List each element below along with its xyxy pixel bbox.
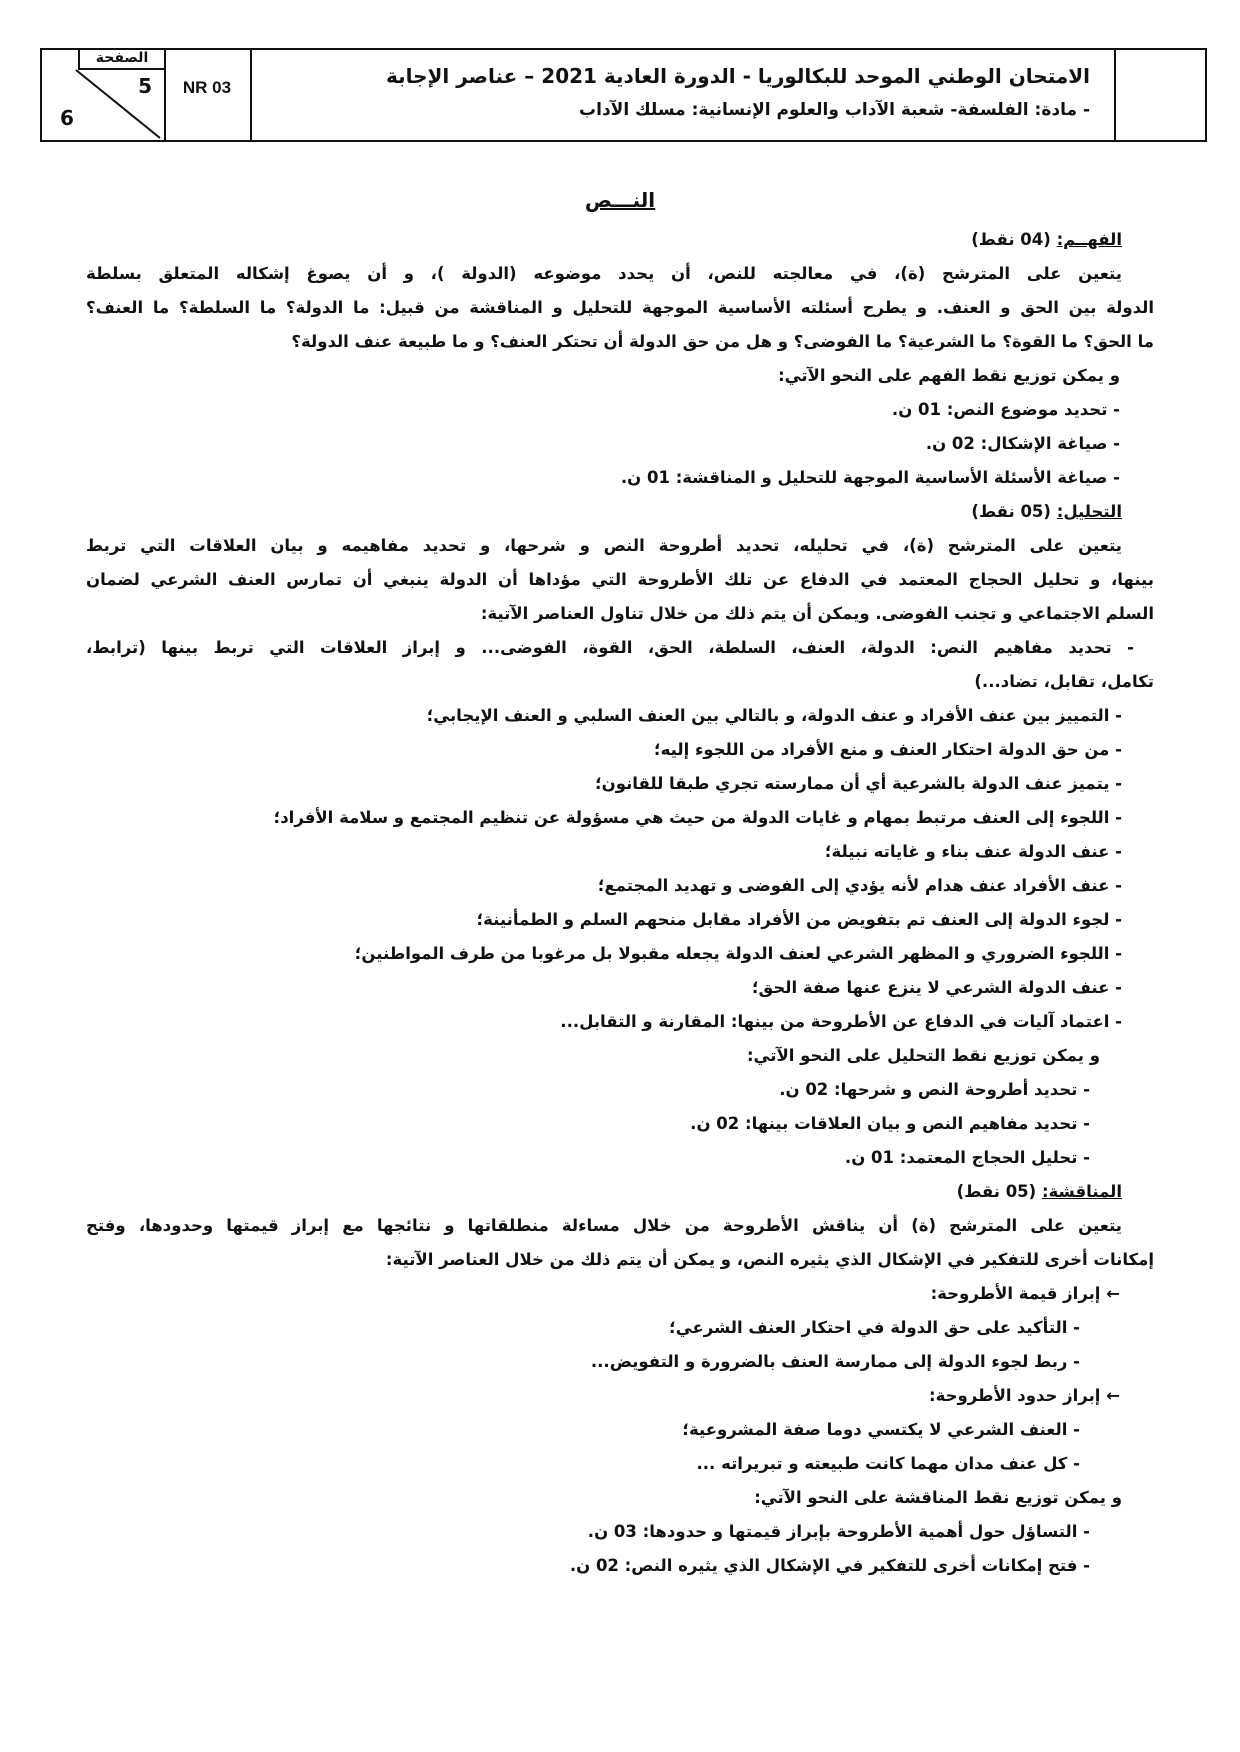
discussion-heading — [957, 1181, 1122, 1203]
discussion-dist-item: - فتح إمكانات أخرى للتفكير في الإشكال الذي يثيره النص: 02 ن. — [569, 1556, 1090, 1575]
understanding-dist-intro: و يمكن توزيع نقط الفهم على النحو الآتي: — [778, 366, 1120, 385]
discussion-points: (05 نقط) — [956, 1182, 1037, 1201]
analysis-bullet: - اعتماد آليات في الدفاع عن الأطروحة من بينها: المقارنة و التقابل... — [560, 1012, 1122, 1031]
analysis-bullet: - عنف الدولة عنف بناء و غاياته نبيلة؛ — [824, 842, 1122, 861]
analysis-bullet: - عنف الأفراد عنف هدام لأنه يؤدي إلى الفوضى و تهديد المجتمع؛ — [597, 876, 1122, 895]
analysis-line-4: - تحديد مفاهيم النص: الدولة، العنف، السلطة، الحق، القوة، الفوضى... و إبراز العلاقات التي تربط بينها (ترابط، — [86, 638, 1134, 657]
understanding-line-2: الدولة بين الحق و العنف. و يطرح أسئلته الأساسية الموجهة للتحليل و المناقشة من قبيل: ما الدولة؟ ما السلطة؟ ما العنف؟ — [86, 298, 1154, 317]
analysis-dist-item: - تحليل الحجاج المعتمد: 01 ن. — [844, 1148, 1090, 1167]
analysis-line-3: السلم الاجتماعي و تجنب الفوضى. ويمكن أن يتم ذلك من خلال تناول العناصر الآتية: — [480, 604, 1154, 623]
limits-item: - كل عنف مدان مهما كانت طبيعته و تبريراته ... — [696, 1454, 1080, 1473]
section-title: النـــص — [584, 188, 656, 212]
discussion-dist-item: - التساؤل حول أهمية الأطروحة بإبراز قيمتها و حدودها: 03 ن. — [587, 1522, 1090, 1541]
analysis-line-2: بينها، و تحليل الحجاج المعتمد في الدفاع عن تلك الأطروحة التي مؤداها أن الدولة ينبغي أن تمارس العنف الشرعي لضمان — [86, 570, 1154, 589]
discussion-line-1: يتعين على المترشح (ة) أن يناقش الأطروحة من خلال مساءلة منطلقاتها و نتائجها مع إبراز قيمتها وحدودها، وفتح — [86, 1216, 1122, 1235]
exam-title-cell — [250, 50, 1116, 140]
analysis-bullet: - يتميز عنف الدولة بالشرعية أي أن ممارسته تجري طبقا للقانون؛ — [595, 774, 1122, 793]
exam-title: الامتحان الوطني الموحد للبكالوريا - الدورة العادية 2021 – عناصر الإجابة — [385, 64, 1090, 88]
exam-header — [40, 48, 1207, 142]
exam-subject: - مادة: الفلسفة- شعبة الآداب والعلوم الإنسانية: مسلك الآداب — [579, 100, 1090, 120]
analysis-bullet: - من حق الدولة احتكار العنف و منع الأفراد من اللجوء إليه؛ — [654, 740, 1122, 759]
understanding-line-1: يتعين على المترشح (ة)، في معالجته للنص، أن يحدد موضوعه (الدولة )، و أن يصوغ إشكاله المتعلق بسلطة — [86, 264, 1122, 283]
page-number-cell — [42, 50, 166, 140]
analysis-line-1: يتعين على المترشح (ة)، في تحليله، تحديد أطروحة النص و شرحها، و تحديد مفاهيمه و بيان العلاقات التي تربط — [86, 536, 1122, 555]
discussion-heading-label: المناقشة: — [1041, 1182, 1122, 1201]
discussion-line-2: إمكانات أخرى للتفكير في الإشكال الذي يثيره النص، و يمكن أن يتم ذلك من خلال العناصر الآتية: — [385, 1250, 1154, 1269]
understanding-dist-item: - صياغة الإشكال: 02 ن. — [925, 434, 1120, 453]
understanding-dist-item: - تحديد موضوع النص: 01 ن. — [891, 400, 1120, 419]
value-heading: ← إبراز قيمة الأطروحة: — [930, 1284, 1120, 1303]
limits-heading: ← إبراز حدود الأطروحة: — [929, 1386, 1120, 1405]
value-item: - التأكيد على حق الدولة في احتكار العنف الشرعي؛ — [669, 1318, 1080, 1337]
limits-item: - العنف الشرعي لا يكتسي دوما صفة المشروعية؛ — [682, 1420, 1080, 1439]
analysis-heading — [971, 501, 1122, 523]
analysis-heading-label: التحليل: — [1056, 502, 1122, 521]
value-item: - ربط لجوء الدولة إلى ممارسة العنف بالضرورة و التفويض... — [590, 1352, 1080, 1371]
page-total: 6 — [60, 106, 74, 130]
page-label: الصفحة — [78, 50, 164, 70]
understanding-line-3: ما الحق؟ ما القوة؟ ما الشرعية؟ ما الفوضى؟ و هل من حق الدولة أن تحتكر العنف؟ و ما طبيعة عنف الدولة؟ — [291, 332, 1154, 351]
analysis-line-5: تكامل، تقابل، تضاد...) — [974, 672, 1154, 691]
analysis-dist-item: - تحديد مفاهيم النص و بيان العلاقات بينها: 02 ن. — [690, 1114, 1090, 1133]
analysis-bullet: - عنف الدولة الشرعي لا ينزع عنها صفة الحق؛ — [751, 978, 1122, 997]
analysis-points: (05 نقط) — [971, 502, 1051, 521]
understanding-heading — [971, 229, 1122, 251]
understanding-heading-label: الفهــم: — [1056, 230, 1122, 249]
analysis-bullet: - اللجوء الضروري و المظهر الشرعي لعنف الدولة يجعله مقبولا بل مرغوبا من طرف المواطنين؛ — [354, 944, 1122, 963]
exam-code-cell — [164, 50, 252, 140]
analysis-bullet: - اللجوء إلى العنف مرتبط بمهام و غايات الدولة من حيث هي مسؤولة عن تنظيم المجتمع و سلامة الأفراد؛ — [273, 808, 1122, 827]
analysis-bullet: - لجوء الدولة إلى العنف تم بتفويض من الأفراد مقابل منحهم السلم و الطمأنينة؛ — [476, 910, 1122, 929]
analysis-dist-item: - تحديد أطروحة النص و شرحها: 02 ن. — [779, 1080, 1090, 1099]
empty-cell — [1114, 50, 1205, 140]
understanding-points: (04 نقط) — [971, 230, 1051, 249]
discussion-dist-intro: و يمكن توزيع نقط المناقشة على النحو الآتي: — [754, 1488, 1122, 1507]
analysis-bullet: - التمييز بين عنف الأفراد و عنف الدولة، و بالتالي بين العنف السلبي و العنف الإيجابي؛ — [426, 706, 1122, 725]
exam-code: NR 03 — [182, 78, 232, 97]
page-current: 5 — [138, 74, 152, 98]
analysis-dist-intro: و يمكن توزيع نقط التحليل على النحو الآتي: — [746, 1046, 1100, 1065]
understanding-dist-item: - صياغة الأسئلة الأساسية الموجهة للتحليل و المناقشة: 01 ن. — [620, 468, 1120, 487]
